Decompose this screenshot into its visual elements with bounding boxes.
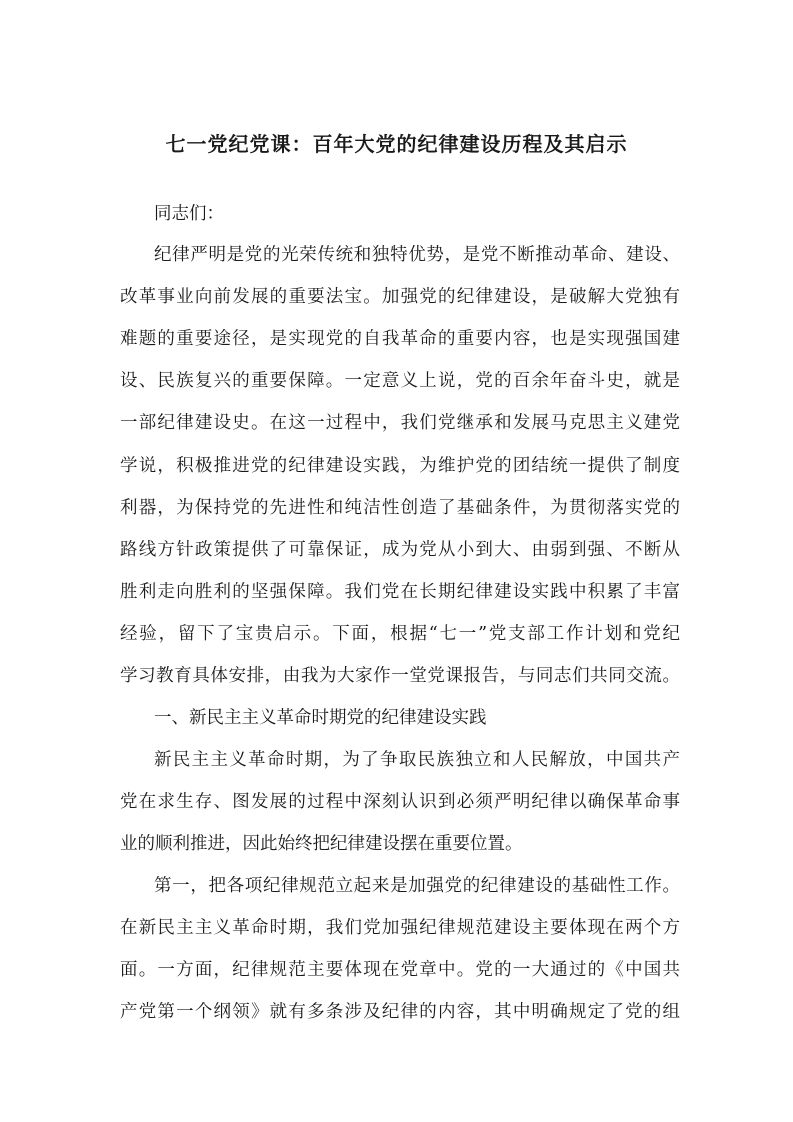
paragraph-line: 新民主主义革命时期，为了争取民族独立和人民解放，中国共产 [154,750,680,770]
paragraph-line: 产党第一个纲领》就有多条涉及纪律的内容，其中明确规定了党的组 [120,1002,680,1022]
paragraph-line: 党在求生存、图发展的过程中深刻认识到必须严明纪律以确保革命事 [120,792,680,812]
paragraph-line: 学习教育具体安排，由我为大家作一堂党课报告，与同志们共同交流。 [120,666,680,686]
paragraph-line: 纪律严明是党的光荣传统和独特优势，是党不断推动革命、建设、 [154,245,680,265]
paragraph-line: 路线方针政策提供了可靠保证，成为党从小到大、由弱到强、不断从 [120,540,680,560]
paragraph-line: 一部纪律建设史。在这一过程中，我们党继承和发展马克思主义建党 [120,413,680,433]
paragraph-line: 改革事业向前发展的重要法宝。加强党的纪律建设，是破解大党独有 [120,287,680,307]
paragraph-line: 经验，留下了宝贵启示。下面，根据“七一”党支部工作计划和党纪 [120,624,680,644]
paragraph-line: 第一，把各项纪律规范立起来是加强党的纪律建设的基础性工作。 [154,876,680,896]
paragraph-line: 设、民族复兴的重要保障。一定意义上说，党的百余年奋斗史，就是 [120,371,680,391]
document-title: 七一党纪党课：百年大党的纪律建设历程及其启示 [165,132,628,156]
paragraph-line: 难题的重要途径，是实现党的自我革命的重要内容，也是实现强国建 [120,329,680,349]
paragraph-line: 业的顺利推进，因此始终把纪律建设摆在重要位置。 [120,834,523,854]
paragraph-line: 利器，为保持党的先进性和纯洁性创造了基础条件，为贯彻落实党的 [120,498,680,518]
paragraph-line: 面。一方面，纪律规范主要体现在党章中。党的一大通过的《中国共 [120,960,680,980]
paragraph-line: 胜利走向胜利的坚强保障。我们党在长期纪律建设实践中积累了丰富 [120,582,680,602]
section-heading: 一、新民主主义革命时期党的纪律建设实践 [154,708,487,728]
salutation: 同志们： [154,204,224,224]
paragraph-line: 学说，积极推进党的纪律建设实践，为维护党的团结统一提供了制度 [120,456,680,476]
paragraph-line: 在新民主主义革命时期，我们党加强纪律规范建设主要体现在两个方 [120,918,680,938]
